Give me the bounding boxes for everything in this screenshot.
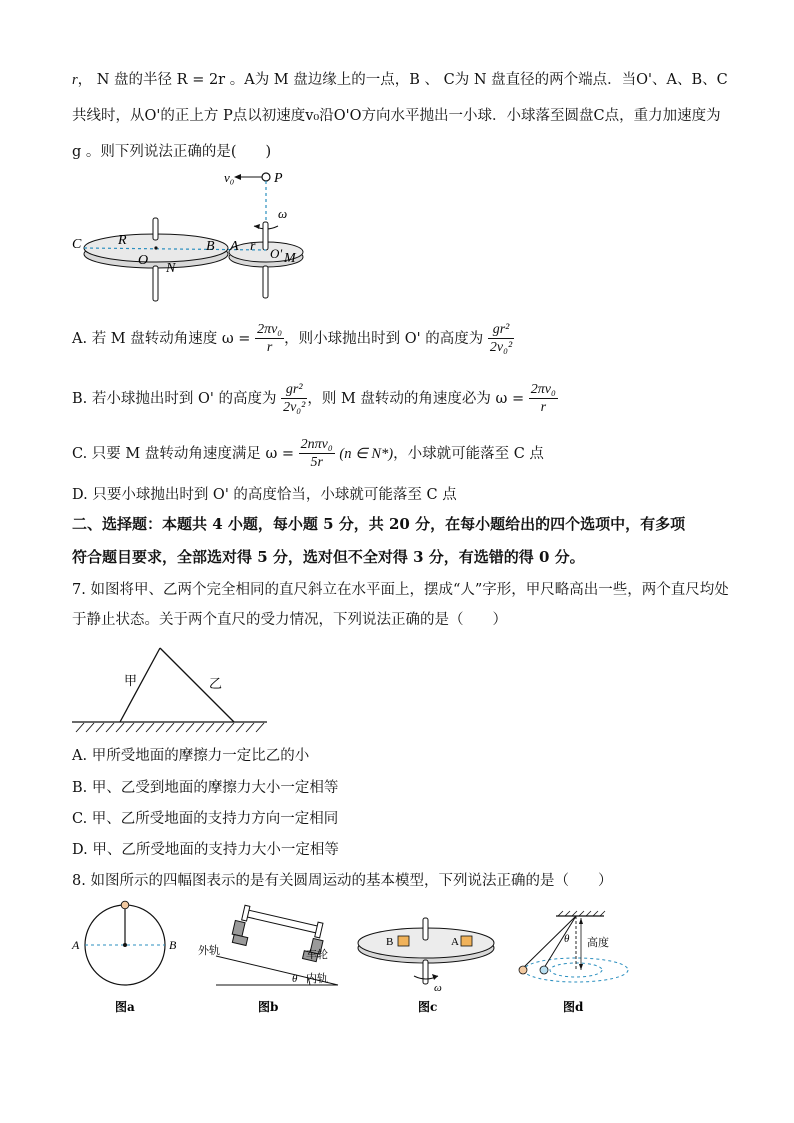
label-N: N [166, 261, 176, 276]
label-A: A [230, 239, 239, 254]
q6-option-c [72, 437, 544, 471]
figure-rotating-disks [68, 166, 318, 306]
label-O-prime: O' [270, 246, 283, 261]
label-C: C [72, 237, 82, 252]
section-2-header-line-2: 符合题目要求，全部选对得 5 分，选对但不全对得 3 分，有选错的得 0 分。 [72, 548, 585, 566]
figure-rulers [72, 640, 272, 740]
q6-option-d: D. 只要小球抛出时到 O' 的高度恰当，小球就可能落至 C 点 [72, 487, 457, 503]
fig-d-label-theta: θ [564, 933, 570, 945]
label-jia: 甲 [124, 674, 138, 689]
q6-option-c-frac: $\frac{\text{2nπv₀}}{5r}$ [300, 437, 333, 471]
q6-option-a-frac-1: $\frac{\text{2πv₀}}{r}$ [257, 322, 283, 356]
label-yi: 乙 [209, 677, 223, 692]
q6-option-b-frac-2: $\frac{\text{2πv₀}}{r}$ [530, 382, 556, 416]
label-R: R [118, 233, 127, 248]
q7-option-d: D. 甲、乙所受地面的支持力大小一定相等 [72, 842, 339, 858]
label-M: M [284, 251, 296, 266]
q7-option-c: C. 甲、乙所受地面的支持力方向一定相同 [72, 811, 339, 827]
q7-option-a: A. 甲所受地面的摩擦力一定比乙的小 [72, 748, 310, 764]
q6-stem-text-1: ， N 盘的半径 R = 2r 。A为 M 盘边缘上的一点，B 、 C为 N 盘直径的两个端点．当O'、A、B、C [77, 72, 728, 88]
q6-option-b-text: B. 若小球抛出时到 O' 的高度为 [72, 390, 277, 407]
figure-b-train-curve [198, 898, 348, 1018]
q6-option-c-text: C. 只要 M 盘转动角速度满足 ω = [72, 445, 295, 462]
q6-option-a-mid: ，则小球抛出时到 O' 的高度为 [284, 330, 484, 347]
q6-option-c-post: ，小球就可能落至 C 点 [393, 445, 544, 462]
fig-b-caption: 图b [258, 1000, 279, 1014]
fig-d-caption: 图d [563, 1000, 584, 1014]
q6-stem-r: r [72, 72, 78, 88]
q7-option-b: B. 甲、乙受到地面的摩擦力大小一定相等 [72, 780, 339, 796]
figure-c-turntable [352, 898, 502, 1018]
q8-stem: 8. 如图所示的四幅图表示的是有关圆周运动的基本模型，下列说法正确的是（ ） [72, 873, 613, 889]
q6-option-a-text: A. 若 M 盘转动角速度 ω = [72, 330, 251, 347]
fig-a-caption: 图a [115, 1000, 135, 1014]
fig-c-caption: 图c [418, 1000, 438, 1014]
fig-b-label-wheel: 车轮 [306, 948, 328, 961]
fig-c-label-B: B [386, 936, 394, 948]
fig-b-label-inner: 内轨 [306, 972, 328, 985]
label-v0: v₀ [224, 170, 235, 185]
label-P: P [274, 171, 283, 186]
fig-b-label-theta: θ [292, 973, 298, 985]
label-O: O [138, 253, 149, 268]
fig-b-label-outer: 外轨 [198, 944, 220, 957]
q6-option-b-mid: ，则 M 盘转动的角速度必为 ω = [307, 390, 525, 407]
fig-c-label-A: A [451, 936, 459, 948]
fig-a-label-B: B [169, 938, 177, 952]
section-2-header-line-1: 二、选择题：本题共 4 小题，每小题 5 分，共 20 分，在每小题给出的四个选项中，有多项 [72, 515, 686, 533]
fig-c-label-omega: ω [434, 982, 442, 994]
q6-option-c-condition: (n ∈ N*) [339, 445, 394, 462]
figure-d-conical-pendulum [510, 898, 630, 1018]
q6-stem-line-1 [72, 68, 728, 89]
q7-stem-line-2: 于静止状态。关于两个直尺的受力情况，下列说法正确的是（ ） [72, 612, 507, 628]
label-B: B [206, 239, 215, 254]
q6-stem-line-2: 共线时，从O'的正上方 P点以初速度v₀沿O'O方向水平抛出一小球．小球落至圆盘C点，重力加速度为 [72, 108, 721, 124]
q7-stem-line-1: 7. 如图将甲、乙两个完全相同的直尺斜立在水平面上，摆成“人”字形，甲尺略高出一些，两个直尺均处 [72, 582, 729, 598]
figure-a-vertical-circle [70, 898, 180, 1018]
q6-option-b-frac-1: $\frac{\text{gr²}}{\text{2v₀²}}$ [283, 382, 306, 416]
fig-a-label-A: A [72, 938, 80, 952]
q6-option-a-frac-2: $\frac{\text{gr²}}{\text{2v₀²}}$ [489, 322, 513, 356]
q6-option-b [72, 382, 558, 416]
fig-d-label-height: 高度 [587, 936, 609, 949]
label-r: r [250, 239, 256, 254]
label-omega: ω [278, 206, 288, 221]
q6-stem-line-3: g 。则下列说法正确的是( ) [72, 144, 272, 160]
q6-option-a [72, 322, 514, 356]
